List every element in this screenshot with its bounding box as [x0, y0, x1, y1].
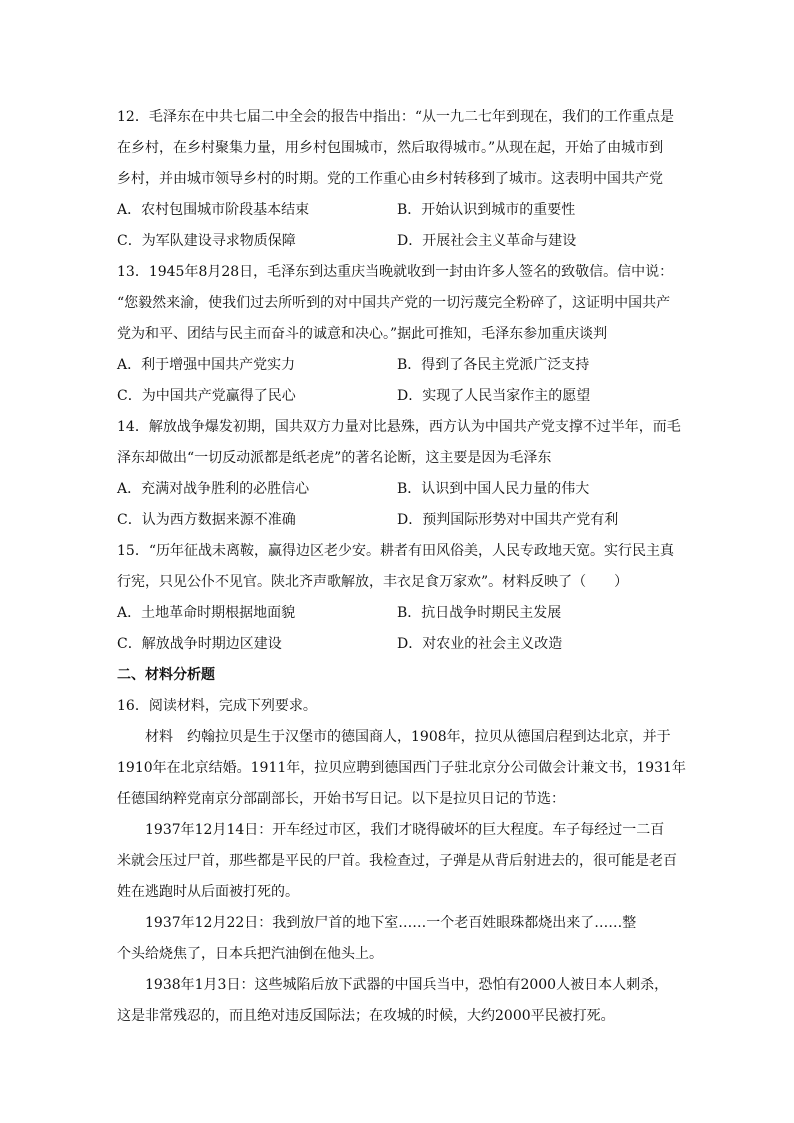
question-13-option-b: B．得到了各民主党派广泛支持	[397, 357, 590, 373]
material-line-3: 任德国纳粹党南京分部副部长，开始书写日记。以下是拉贝日记的节选：	[117, 791, 565, 807]
diary-entry-1-line-1: 1937年12月14日：开车经过市区，我们才晓得破坏的巨大程度。车子每经过一二百	[145, 822, 665, 838]
question-13-option-a: A．利于增强中国共产党实力	[117, 357, 296, 373]
question-14-options-row-1	[117, 474, 682, 505]
diary-entry-2	[117, 908, 682, 970]
question-12-line-1: 12．毛泽东在中共七届二中全会的报告中指出：“从一九二七年到现在，我们的工作重点是	[117, 109, 674, 125]
question-15-option-c: C．解放战争时期边区建设	[117, 636, 282, 652]
diary-entry-2-line-1: 1937年12月22日：我到放尸首的地下室……一个老百姓眼珠都烧出来了……整	[145, 915, 637, 931]
question-15-options-row-1	[117, 598, 682, 629]
question-12-options-row-2	[117, 226, 682, 257]
question-15-option-d: D．对农业的社会主义改造	[397, 636, 563, 652]
question-14-line-2: 泽东却做出“一切反动派都是纸老虎”的著名论断，这主要是因为毛泽东	[117, 450, 552, 466]
diary-entry-1	[117, 815, 682, 908]
question-14-options-row-2	[117, 505, 682, 536]
question-13-option-c: C．为中国共产党赢得了民心	[117, 388, 296, 404]
diary-entry-2-line-2: 个头给烧焦了，日本兵把汽油倒在他头上。	[117, 946, 383, 962]
question-14-line-1: 14．解放战争爆发初期，国共双方力量对比悬殊，西方认为中国共产党支撑不过半年，而毛	[117, 419, 681, 435]
question-12-line-3: 乡村，并由城市领导乡村的时期。党的工作重心由乡村转移到了城市。这表明中国共产党	[117, 171, 663, 187]
question-14	[117, 412, 682, 536]
question-15-line-2: 行宪，只见公仆不见官。陕北齐声歌解放，丰衣足食万家欢”。材料反映了（ ）	[117, 574, 629, 590]
question-16	[117, 691, 686, 1032]
question-16-intro: 16．阅读材料，完成下列要求。	[117, 698, 317, 714]
question-13-options-row-2	[117, 381, 682, 412]
question-13-line-2: “您毅然来渝，使我们过去所听到的对中国共产党的一切污蔑完全粉碎了，这证明中国共产	[117, 295, 671, 311]
question-15-options-row-2	[117, 629, 682, 660]
diary-entry-3	[117, 970, 682, 1032]
question-15	[117, 536, 682, 660]
material-line-1: 材料 约翰拉贝是生于汉堡市的德国商人，1908年，拉贝从德国启程到达北京，并于	[145, 729, 671, 745]
question-13-option-d: D．实现了人民当家作主的愿望	[397, 388, 591, 404]
question-14-option-b: B．认识到中国人民力量的伟大	[397, 481, 590, 497]
question-12-option-b: B．开始认识到城市的重要性	[397, 202, 576, 218]
diary-entry-1-line-3: 姓在逃跑时从后面被打死的。	[117, 884, 299, 900]
question-13-line-1: 13．1945年8月28日，毛泽东到达重庆当晚就收到一封由许多人签名的致敬信。信中说：	[117, 264, 674, 280]
question-13	[117, 257, 682, 412]
diary-entry-1-line-2: 米就会压过尸首，那些都是平民的尸首。我检查过，子弹是从背后射进去的，很可能是老百	[117, 853, 677, 869]
question-12-option-c: C．为军队建设寻求物质保障	[117, 233, 296, 249]
question-12-option-a: A．农村包围城市阶段基本结束	[117, 202, 310, 218]
question-15-option-b: B．抗日战争时期民主发展	[397, 605, 562, 621]
question-12-option-d: D．开展社会主义革命与建设	[397, 233, 577, 249]
diary-entry-3-line-2: 这是非常残忍的，而且绝对违反国际法；在攻城的时候，大约2000平民被打死。	[117, 1008, 615, 1024]
question-15-option-a: A．土地革命时期根据地面貌	[117, 605, 296, 621]
question-12-options-row-1	[117, 195, 682, 226]
question-14-option-c: C．认为西方数据来源不准确	[117, 512, 296, 528]
material-line-2: 1910年在北京结婚。1911年，拉贝应聘到德国西门子驻北京分公司做会计兼文书，1931年	[117, 760, 686, 776]
question-15-line-1: 15．“历年征战未离鞍，赢得边区老少安。耕者有田风俗美，人民专政地天宽。实行民主真	[117, 543, 674, 559]
section-2-heading: 二、材料分析题	[117, 667, 215, 683]
diary-entry-3-line-1: 1938年1月3日：这些城陷后放下武器的中国兵当中，恐怕有2000人被日本人刺杀，	[145, 977, 669, 993]
question-13-line-3: 党为和平、团结与民主而奋斗的诚意和决心。”据此可推知，毛泽东参加重庆谈判	[117, 326, 608, 342]
question-12-line-2: 在乡村，在乡村聚集力量，用乡村包围城市，然后取得城市。”从现在起，开始了由城市到	[117, 140, 664, 156]
question-12	[117, 102, 682, 257]
question-13-options-row-1	[117, 350, 682, 381]
question-14-option-d: D．预判国际形势对中国共产党有利	[397, 512, 619, 528]
document-content	[117, 102, 686, 1032]
question-14-option-a: A．充满对战争胜利的必胜信心	[117, 481, 310, 497]
